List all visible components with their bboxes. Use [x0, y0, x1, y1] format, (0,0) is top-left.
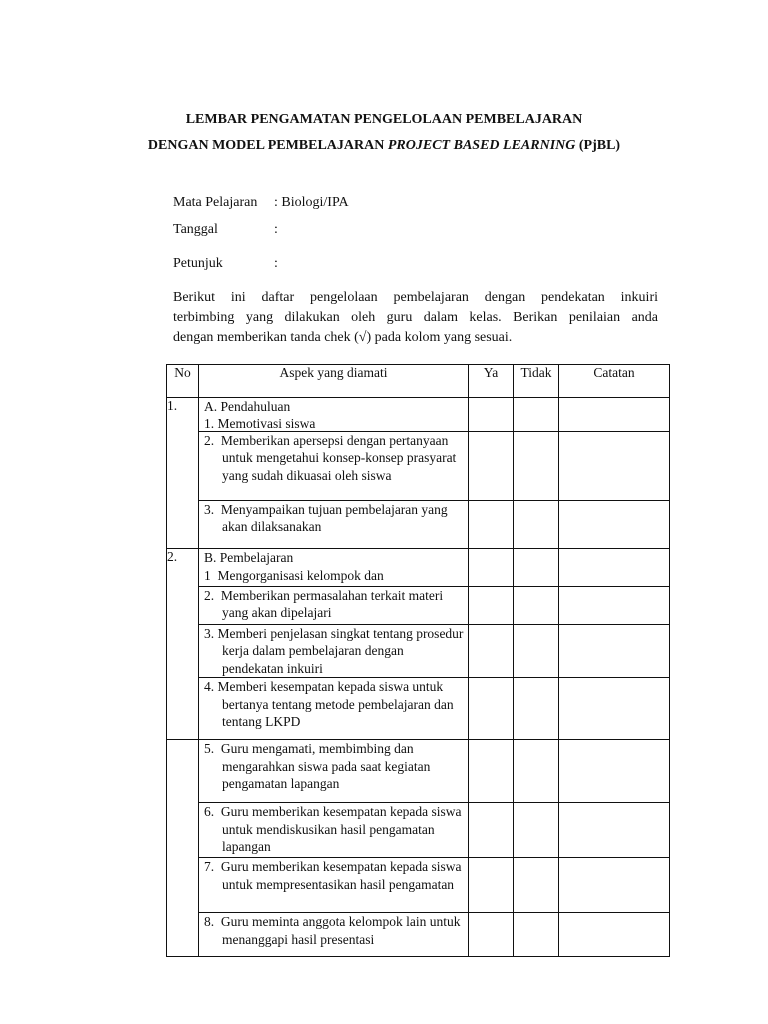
header-yes: Ya	[469, 365, 514, 398]
instructions-value: :	[274, 256, 278, 271]
notes-cell[interactable]	[559, 586, 670, 624]
notes-cell[interactable]	[559, 913, 670, 957]
title-model-name: PROJECT BASED LEARNING	[387, 138, 576, 153]
instructions-line-1: Berikut ini daftar pengelolaan pembelajaran dengan pendekatan inkuiri	[173, 290, 658, 305]
section-b-item-7: 7. Guru memberikan kesempatan kepada siswa untuk mempresentasikan hasil pengamatan	[204, 859, 462, 892]
aspect-cell	[199, 803, 469, 858]
document-title-line2	[0, 138, 768, 154]
section-b-item-2: 2. Memberikan permasalahan terkait materi yang akan dipelajari	[204, 587, 444, 620]
table-row	[167, 431, 670, 500]
empty-number-cell	[167, 740, 199, 957]
notes-cell[interactable]	[559, 624, 670, 678]
check-yes-cell[interactable]	[469, 624, 514, 678]
date-label: Tanggal	[173, 222, 218, 237]
section-b-number: 2.	[167, 548, 199, 740]
check-no-cell[interactable]	[514, 858, 559, 913]
check-yes-cell[interactable]	[469, 431, 514, 500]
header-no-option: Tidak	[514, 365, 559, 398]
section-a-item-2: 2. Memberikan apersepsi dengan pertanyaan untuk mengetahui konsep-konsep prasyarat yang sudah dikuasai oleh siswa	[204, 432, 457, 483]
aspect-cell	[199, 678, 469, 740]
table-row	[167, 678, 670, 740]
table-row	[167, 398, 670, 432]
table-row	[167, 500, 670, 548]
table-row	[167, 548, 670, 586]
section-b-item-3: 3. Memberi penjelasan singkat tentang prosedur kerja dalam pembelajaran dengan pendekatan inkuiri	[204, 625, 464, 676]
instructions-line-3: dengan memberikan tanda chek (√) pada kolom yang sesuai.	[173, 330, 513, 345]
check-no-cell[interactable]	[514, 913, 559, 957]
section-b-item-5: 5. Guru mengamati, membimbing dan mengarahkan siswa pada saat kegiatan pengamatan lapangan	[204, 741, 431, 791]
date-value: :	[274, 222, 278, 237]
check-no-cell[interactable]	[514, 740, 559, 803]
instructions-label: Petunjuk	[173, 256, 223, 271]
table-header-row	[167, 365, 670, 398]
clipped-content	[199, 913, 468, 955]
check-yes-cell[interactable]	[469, 398, 514, 432]
section-b-heading: B. Pembelajaran	[204, 549, 294, 565]
check-no-cell[interactable]	[514, 586, 559, 624]
notes-cell[interactable]	[559, 398, 670, 432]
check-yes-cell[interactable]	[469, 500, 514, 548]
aspect-cell	[199, 624, 469, 678]
table-row	[167, 913, 670, 957]
notes-cell[interactable]	[559, 431, 670, 500]
title-prefix: DENGAN MODEL PEMBELAJARAN	[147, 138, 388, 153]
aspect-cell	[199, 913, 469, 957]
aspect-cell	[199, 500, 469, 548]
notes-cell[interactable]	[559, 740, 670, 803]
table-row	[167, 740, 670, 803]
observation-table	[166, 364, 670, 957]
header-notes: Catatan	[559, 365, 670, 398]
check-yes-cell[interactable]	[469, 548, 514, 586]
aspect-cell	[199, 858, 469, 913]
check-no-cell[interactable]	[514, 624, 559, 678]
subject-label: Mata Pelajaran	[173, 195, 258, 210]
notes-cell[interactable]	[559, 858, 670, 913]
aspect-cell	[199, 398, 469, 432]
check-no-cell[interactable]	[514, 431, 559, 500]
check-no-cell[interactable]	[514, 678, 559, 740]
table-row	[167, 586, 670, 624]
check-yes-cell[interactable]	[469, 740, 514, 803]
header-aspect: Aspek yang diamati	[199, 365, 469, 398]
section-b-item-6: 6. Guru memberikan kesempatan kepada siswa untuk mendiskusikan hasil pengamatan lapangan	[204, 804, 462, 854]
header-no: No	[167, 365, 199, 398]
instructions-line-2: terbimbing yang dilakukan oleh guru dalam kelas. Berikan penilaian anda	[173, 310, 658, 325]
section-b-item-1: 1 Mengorganisasi kelompok dan	[204, 568, 384, 583]
aspect-cell	[199, 740, 469, 803]
title-suffix: (PjBL)	[575, 138, 621, 153]
check-yes-cell[interactable]	[469, 913, 514, 957]
check-yes-cell[interactable]	[469, 803, 514, 858]
notes-cell[interactable]	[559, 678, 670, 740]
notes-cell[interactable]	[559, 500, 670, 548]
check-no-cell[interactable]	[514, 548, 559, 586]
document-title-line1: LEMBAR PENGAMATAN PENGELOLAAN PEMBELAJARAN	[185, 112, 583, 127]
check-no-cell[interactable]	[514, 398, 559, 432]
aspect-cell	[199, 548, 469, 586]
section-a-item-3: 3. Menyampaikan tujuan pembelajaran yang akan dilaksanakan	[204, 501, 448, 534]
table-row	[167, 803, 670, 858]
check-no-cell[interactable]	[514, 500, 559, 548]
check-yes-cell[interactable]	[469, 586, 514, 624]
aspect-cell	[199, 586, 469, 624]
section-b-item-4: 4. Memberi kesempatan kepada siswa untuk bertanya tentang metode pembelajaran dan tentang LKPD	[204, 679, 454, 729]
check-no-cell[interactable]	[514, 803, 559, 858]
section-a-item-1: 1. Memotivasi siswa	[204, 415, 316, 431]
notes-cell[interactable]	[559, 803, 670, 858]
check-yes-cell[interactable]	[469, 678, 514, 740]
section-b-item-8: 8. Guru meminta anggota kelompok lain untuk menanggapi hasil presentasi	[204, 914, 461, 947]
subject-value: : Biologi/IPA	[274, 195, 349, 210]
table-row	[167, 624, 670, 678]
section-a-number: 1.	[167, 398, 199, 549]
notes-cell[interactable]	[559, 548, 670, 586]
check-yes-cell[interactable]	[469, 858, 514, 913]
section-a-heading: A. Pendahuluan	[204, 399, 291, 414]
aspect-cell	[199, 431, 469, 500]
table-row	[167, 858, 670, 913]
